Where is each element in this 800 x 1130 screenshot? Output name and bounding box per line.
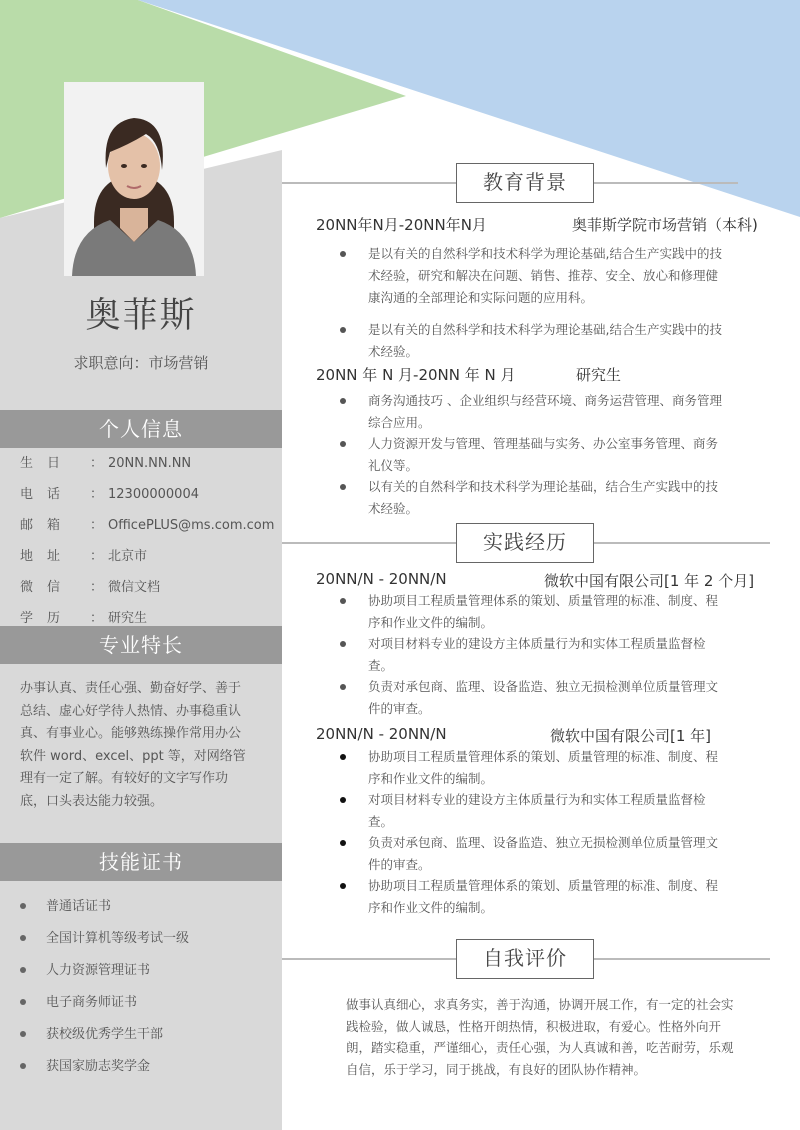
info-colon: ： <box>90 549 104 564</box>
info-value: 20NN.NN.NN <box>108 456 192 471</box>
practice-date: 20NN/N - 20NN/N <box>316 570 447 588</box>
practice-company: 微软中国有限公司[1 年] <box>550 727 712 745</box>
info-label: 学历 <box>20 611 75 626</box>
specialty-text: 办事认真、责任心强、勤奋好学、善于总结、虚心好学待人热情、办事稳重认真、有事业心。能够熟练操作常用办公软件 word、excel、ppt 等，对网络管理有一定了解。有较好的文字写作功底，口头表达能力较强。 <box>20 681 246 809</box>
bullet-icon <box>340 598 346 604</box>
info-row <box>20 485 199 505</box>
specialty-title: 专业特长 <box>0 626 282 664</box>
info-value: 北京市 <box>108 549 148 564</box>
practice-company: 微软中国有限公司[1 年 2 个月] <box>544 572 755 590</box>
info-label: 微信 <box>20 580 75 595</box>
certificates-title: 技能证书 <box>0 843 282 881</box>
bullet-icon <box>20 903 26 909</box>
info-colon: ： <box>90 580 104 595</box>
info-value: 微信文档 <box>108 580 161 595</box>
certificate-label: 获国家励志奖学金 <box>46 1059 151 1074</box>
info-label: 邮箱 <box>20 518 75 533</box>
bullet-icon <box>20 1031 26 1037</box>
info-colon: ： <box>90 456 104 471</box>
job-intent: 求职意向：市场营销 <box>73 354 209 372</box>
certificate-item <box>20 993 137 1013</box>
bullet-icon <box>340 327 346 333</box>
info-row <box>20 547 147 567</box>
info-label: 生日 <box>20 456 75 471</box>
info-colon: ： <box>90 487 104 502</box>
education-school: 奥菲斯学院市场营销（本科) <box>572 216 758 234</box>
profile-photo <box>64 82 204 276</box>
bullet-icon <box>340 441 346 447</box>
info-value: 研究生 <box>108 611 148 626</box>
certificate-label: 获校级优秀学生干部 <box>46 1027 164 1042</box>
education-date: 20NN年N月-20NN年N月 <box>316 216 487 234</box>
bullet-icon <box>340 684 346 690</box>
bullet-icon <box>340 883 346 889</box>
bullet-icon <box>20 1063 26 1069</box>
bullet-icon <box>340 797 346 803</box>
certificate-item <box>20 961 150 981</box>
self-eval-title: 自我评价 <box>456 939 594 979</box>
info-label: 电话 <box>20 487 75 502</box>
certificate-label: 人力资源管理证书 <box>46 963 151 978</box>
education-date: 20NN 年 N 月-20NN 年 N 月 <box>316 366 516 384</box>
sidebar <box>0 0 282 1130</box>
bullet-icon <box>340 251 346 257</box>
certificate-item <box>20 897 111 917</box>
bullet-icon <box>340 840 346 846</box>
portrait-photo-icon <box>64 82 204 276</box>
info-label: 地址 <box>20 549 75 564</box>
info-value: OfficePLUS@ms.com.com <box>108 518 275 533</box>
info-row <box>20 454 191 474</box>
info-value: 12300000004 <box>108 487 199 502</box>
bullet-icon <box>340 641 346 647</box>
certificate-item <box>20 1025 163 1045</box>
bullet-icon <box>20 967 26 973</box>
practice-date: 20NN/N - 20NN/N <box>316 725 447 743</box>
bullet-icon <box>340 398 346 404</box>
bullet-icon <box>340 754 346 760</box>
certificate-item <box>20 929 189 949</box>
info-row <box>20 516 274 536</box>
self-eval-text: 做事认真细心，求真务实，善于沟通，协调开展工作，有一定的社会实践检验，做人诚恳，性格开朗热情，积极进取，有爱心。性格外向开朗，踏实稳重，严谨细心，责任心强，为人真诚和善，吃苦耐劳，乐观自信，乐于学习，同于挑战，有良好的团队协作精神。 <box>346 997 734 1077</box>
certificate-label: 全国计算机等级考试一级 <box>46 931 190 946</box>
info-colon: ： <box>90 611 104 626</box>
info-colon: ： <box>90 518 104 533</box>
personal-info-title: 个人信息 <box>0 410 282 448</box>
candidate-name: 奥菲斯 <box>85 296 197 336</box>
bullet-icon <box>340 484 346 490</box>
bullet-icon <box>20 935 26 941</box>
certificate-label: 电子商务师证书 <box>46 995 138 1010</box>
certificate-label: 普通话证书 <box>46 899 112 914</box>
practice-title: 实践经历 <box>456 523 594 563</box>
info-row <box>20 578 160 598</box>
bullet-icon <box>20 999 26 1005</box>
education-degree: 研究生 <box>576 366 622 384</box>
education-title: 教育背景 <box>456 163 594 203</box>
certificate-item <box>20 1057 150 1077</box>
